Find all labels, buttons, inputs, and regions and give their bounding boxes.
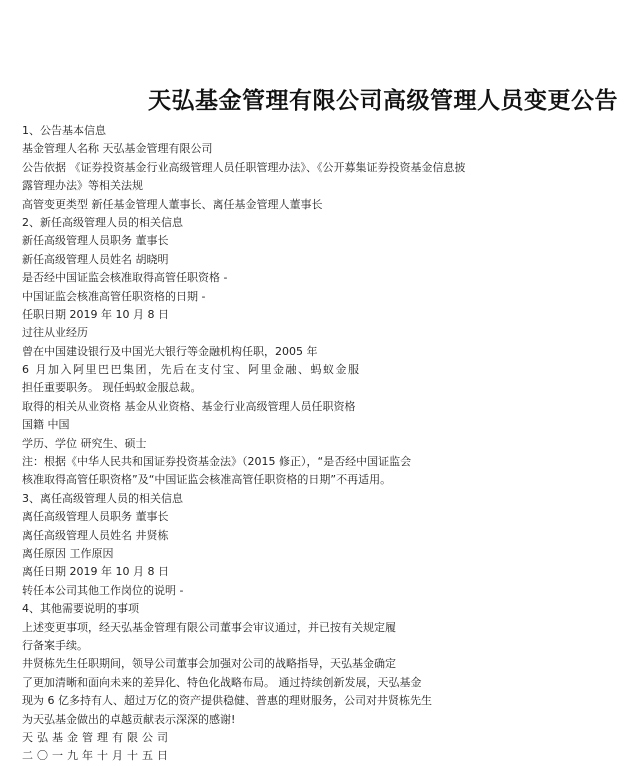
text-line: 上述变更事项，经天弘基金管理有限公司董事会审议通过，并已按有关规定履 [22,620,396,634]
section-heading-basic-info: 1、公告基本信息 [22,124,106,137]
signature-company: 天弘基金管理有限公司 [22,730,172,744]
text-line: 国籍 中国 [22,418,70,432]
text-line: 6 月加入阿里巴巴集团，先后在支付宝、阿里金融、蚂蚁金服 [22,363,361,377]
text-line: 现为 6 亿多持有人、超过万亿的资产提供稳健、普惠的理财服务，公司对井贤栋先生 [22,694,432,708]
text-line: 离任日期 2019 年 10 月 8 日 [22,565,169,579]
text-line: 核准取得高管任职资格”及“中国证监会核准高管任职资格的日期”不再适用。 [22,473,392,487]
signature-date: 二〇一九年十月十五日 [22,749,172,763]
text-line: 露管理办法》等相关法规 [22,179,143,193]
text-line: 是否经中国证监会核准取得高管任职资格 - [22,271,228,285]
announcement-body [22,122,622,766]
announcement-title: 天弘基金管理有限公司高级管理人员变更公告 [148,88,618,114]
text-line: 高管变更类型 新任基金管理人董事长、离任基金管理人董事长 [22,197,323,211]
text-line: 学历、学位 研究生、硕士 [22,436,147,450]
text-line: 取得的相关从业资格 基金从业资格、基金行业高级管理人员任职资格 [22,399,356,413]
text-line: 新任高级管理人员姓名 胡晓明 [22,252,169,266]
text-line: 离任高级管理人员职务 董事长 [22,510,169,524]
text-line: 中国证监会核准高管任职资格的日期 - [22,289,206,303]
text-line: 离任原因 工作原因 [22,546,114,560]
text-line: 注：根据《中华人民共和国证券投资基金法》（2015 修正），“是否经中国证监会 [22,455,412,469]
section-heading-new-manager: 2、新任高级管理人员的相关信息 [22,215,183,229]
text-line: 任职日期 2019 年 10 月 8 日 [22,307,169,321]
text-line: 行备案手续。 [22,638,88,652]
text-line: 过往从业经历 [22,326,88,340]
text-line: 了更加清晰和面向未来的差异化、特色化战略布局。 通过持续创新发展，天弘基金 [22,675,422,689]
text-line: 转任本公司其他工作岗位的说明 - [22,583,184,597]
text-line: 离任高级管理人员姓名 井贤栋 [22,528,169,542]
text-line: 为天弘基金做出的卓越贡献表示深深的感谢! [22,712,236,726]
text-line: 公告依据 《证券投资基金行业高级管理人员任职管理办法》、《公开募集证券投资基金信息披 [22,160,466,174]
text-line: 担任重要职务。 现任蚂蚁金服总裁。 [22,381,202,395]
section-heading-other-matters: 4、其他需要说明的事项 [22,602,139,616]
text-line: 曾在中国建设银行及中国光大银行等金融机构任职，2005 年 [22,344,318,358]
section-heading-departing-manager: 3、离任高级管理人员的相关信息 [22,491,183,505]
text-line: 新任高级管理人员职务 董事长 [22,234,169,248]
text-line: 井贤栋先生任职期间，领导公司董事会加强对公司的战略指导，天弘基金确定 [22,657,396,671]
text-line: 基金管理人名称 天弘基金管理有限公司 [22,142,213,156]
